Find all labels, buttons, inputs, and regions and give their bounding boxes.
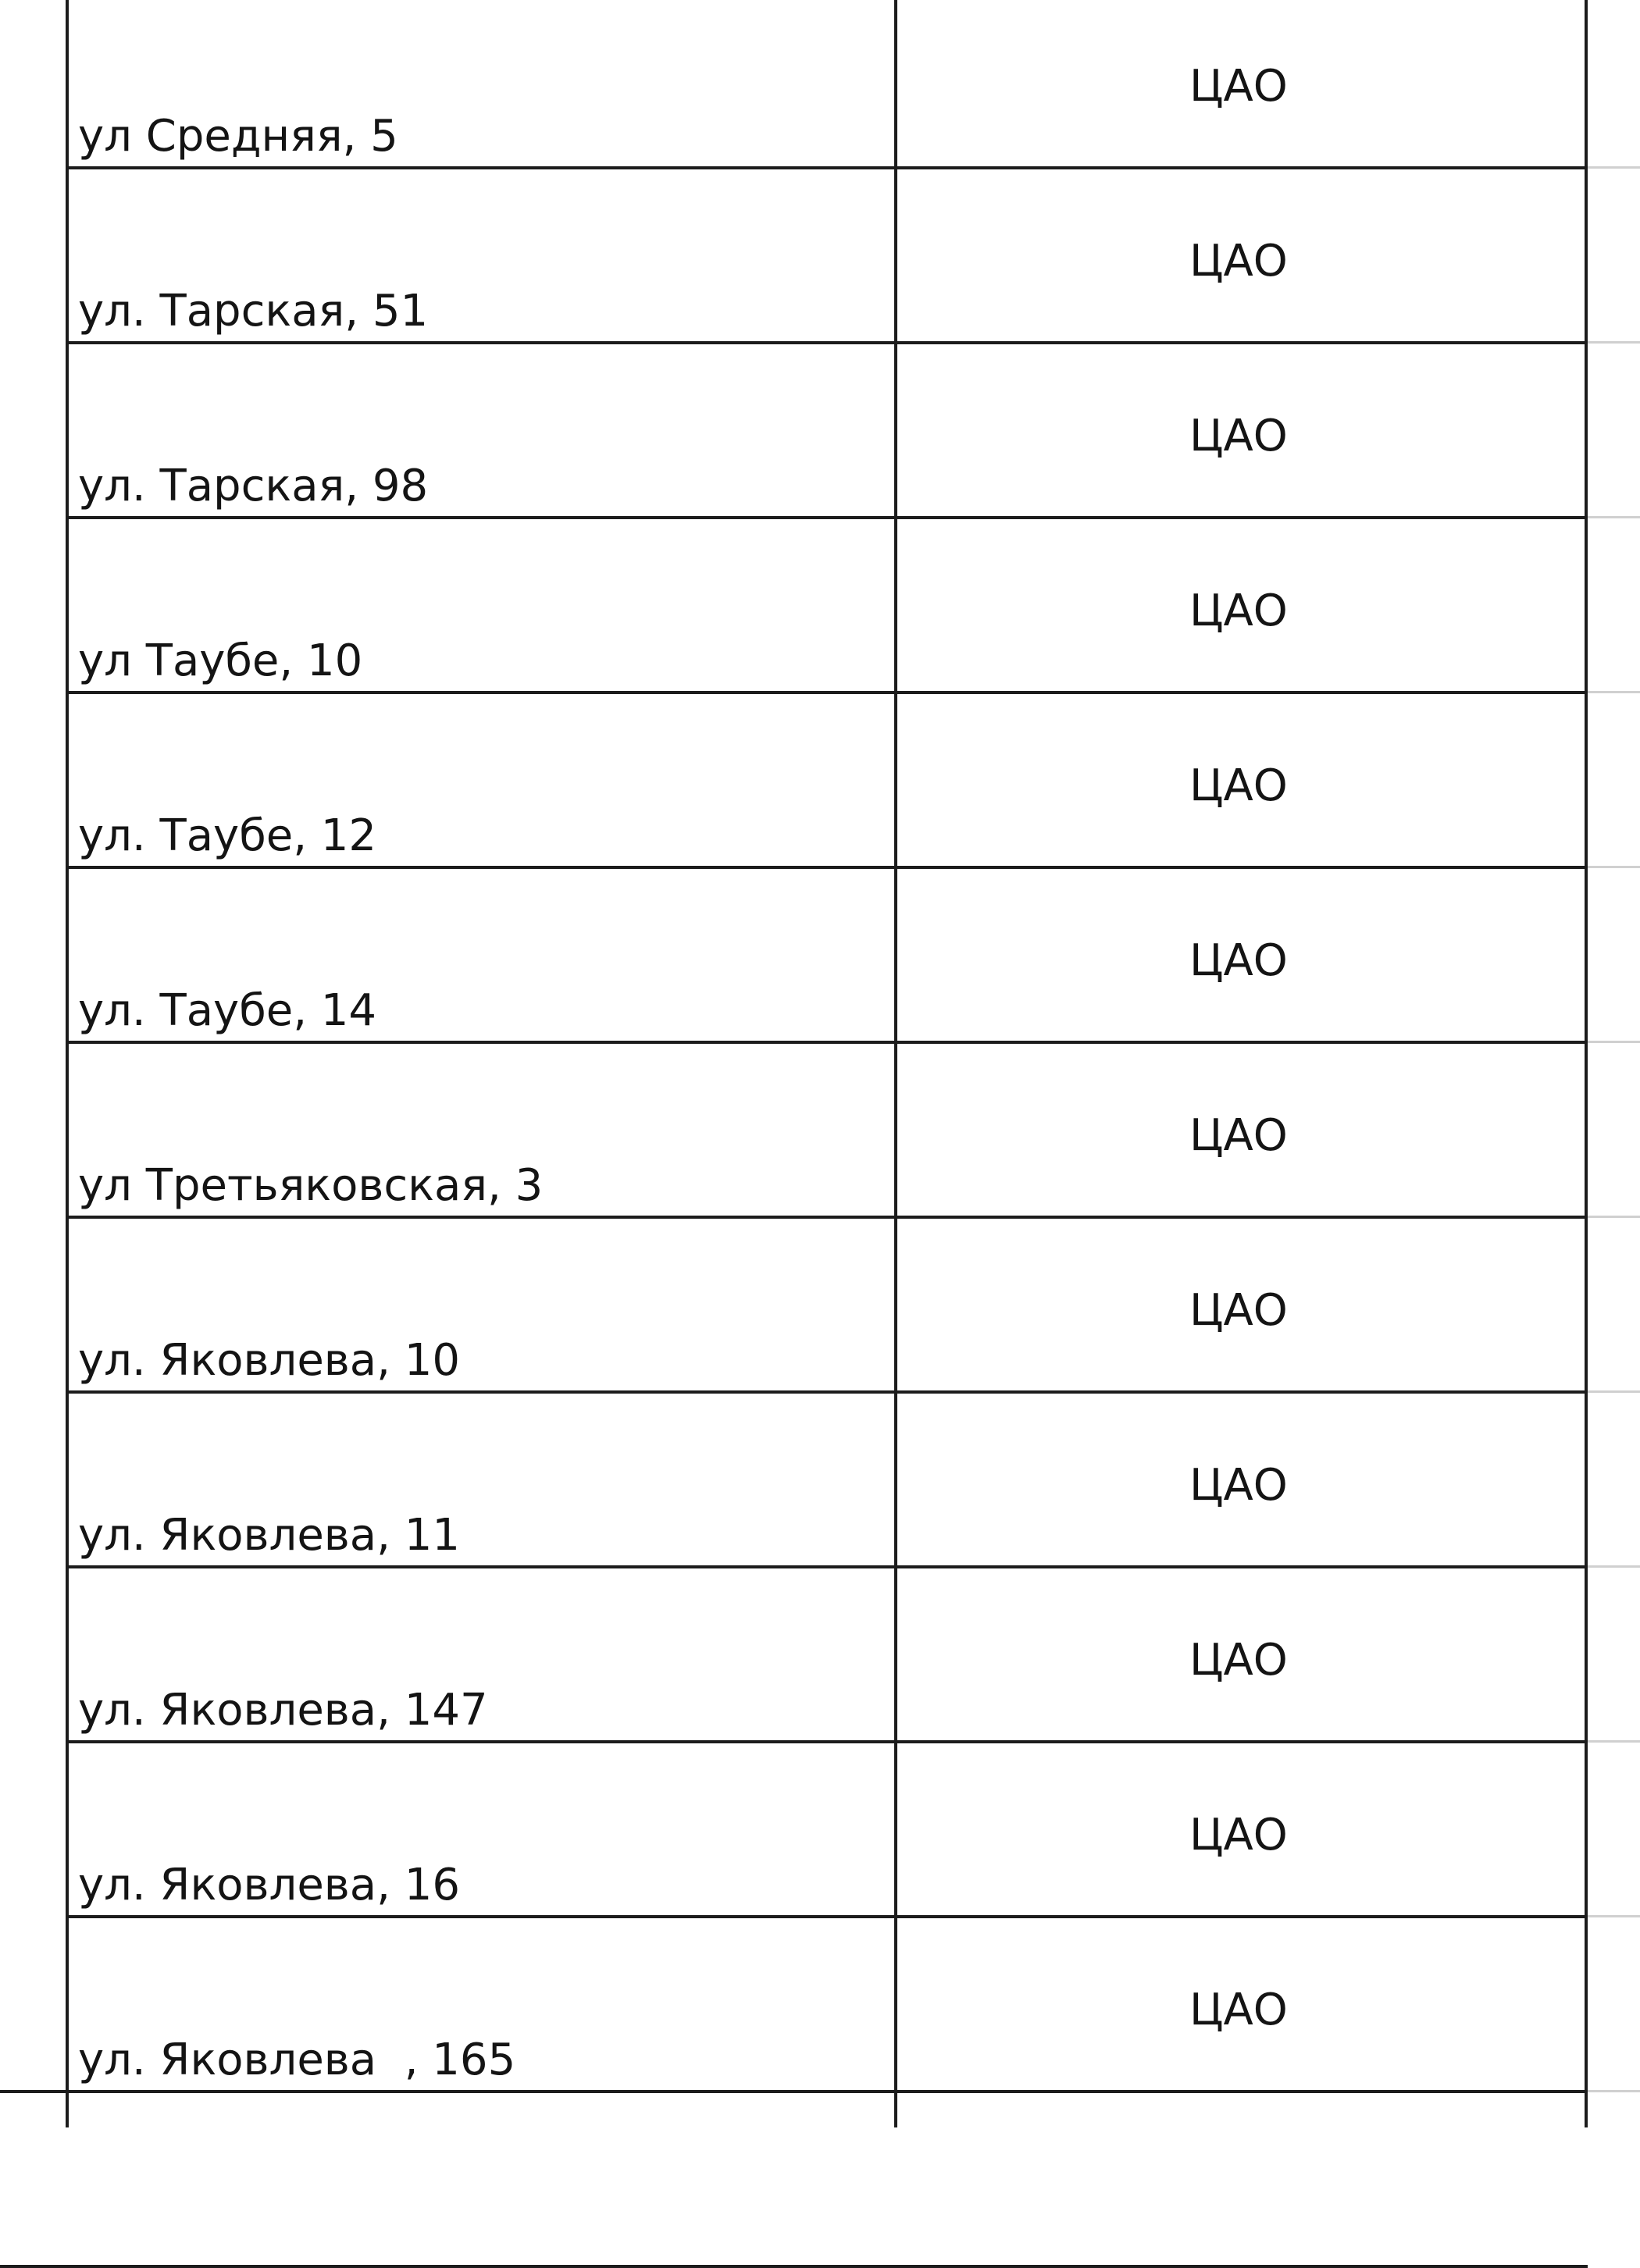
district-cell: ЦАО: [1189, 1110, 1288, 1161]
row-border: [66, 166, 1588, 169]
district-cell: ЦАО: [1189, 1460, 1288, 1511]
adjacent-grid-line: [1588, 1565, 1640, 1568]
address-cell: ул. Яковлева , 165: [78, 2035, 516, 2085]
row-border: [66, 1565, 1588, 1568]
column-border-middle: [894, 0, 897, 2127]
address-cell: ул. Таубе, 14: [78, 985, 377, 1036]
district-cell: ЦАО: [1189, 760, 1288, 811]
adjacent-grid-line: [1588, 341, 1640, 344]
district-cell: ЦАО: [1189, 1985, 1288, 2035]
adjacent-grid-line: [1588, 866, 1640, 868]
row-border: [66, 341, 1588, 344]
district-cell: ЦАО: [1189, 1635, 1288, 1686]
row-border: [66, 1041, 1588, 1044]
row-border: [66, 516, 1588, 519]
address-cell: ул. Таубе, 12: [78, 810, 377, 861]
district-cell: ЦАО: [1189, 1810, 1288, 1860]
adjacent-grid-line: [1588, 516, 1640, 518]
row-border: [66, 1740, 1588, 1743]
row-border: [66, 866, 1588, 869]
district-cell: ЦАО: [1189, 411, 1288, 461]
adjacent-grid-line: [1588, 1740, 1640, 1743]
address-cell: ул. Яковлева, 147: [78, 1685, 488, 1736]
address-cell: ул Третьяковская, 3: [78, 1160, 544, 1211]
row-border: [0, 2265, 1588, 2268]
district-cell: ЦАО: [1189, 61, 1288, 112]
address-cell: ул Средняя, 5: [78, 111, 398, 162]
address-cell: ул. Яковлева, 16: [78, 1860, 460, 1910]
column-border-right: [1585, 0, 1588, 2127]
adjacent-grid-line: [1588, 1216, 1640, 1218]
district-cell: ЦАО: [1189, 586, 1288, 636]
adjacent-grid-line: [1588, 1915, 1640, 1917]
row-border: [66, 691, 1588, 694]
address-cell: ул. Яковлева, 11: [78, 1510, 460, 1561]
row-border: [66, 1915, 1588, 1918]
address-cell: ул. Тарская, 98: [78, 461, 429, 511]
address-cell: ул Таубе, 10: [78, 636, 363, 686]
adjacent-grid-line: [1588, 166, 1640, 169]
column-border-left: [66, 0, 69, 2127]
adjacent-grid-line: [1588, 1041, 1640, 1043]
district-cell: ЦАО: [1189, 236, 1288, 287]
adjacent-grid-line: [1588, 691, 1640, 693]
row-border: [66, 1216, 1588, 1219]
adjacent-grid-line: [1588, 1390, 1640, 1393]
row-border: [66, 1390, 1588, 1394]
district-cell: ЦАО: [1189, 1285, 1288, 1336]
adjacent-grid-line: [1588, 2090, 1640, 2092]
address-cell: ул. Яковлева, 10: [78, 1335, 460, 1386]
address-cell: ул. Тарская, 51: [78, 286, 429, 336]
district-cell: ЦАО: [1189, 935, 1288, 986]
